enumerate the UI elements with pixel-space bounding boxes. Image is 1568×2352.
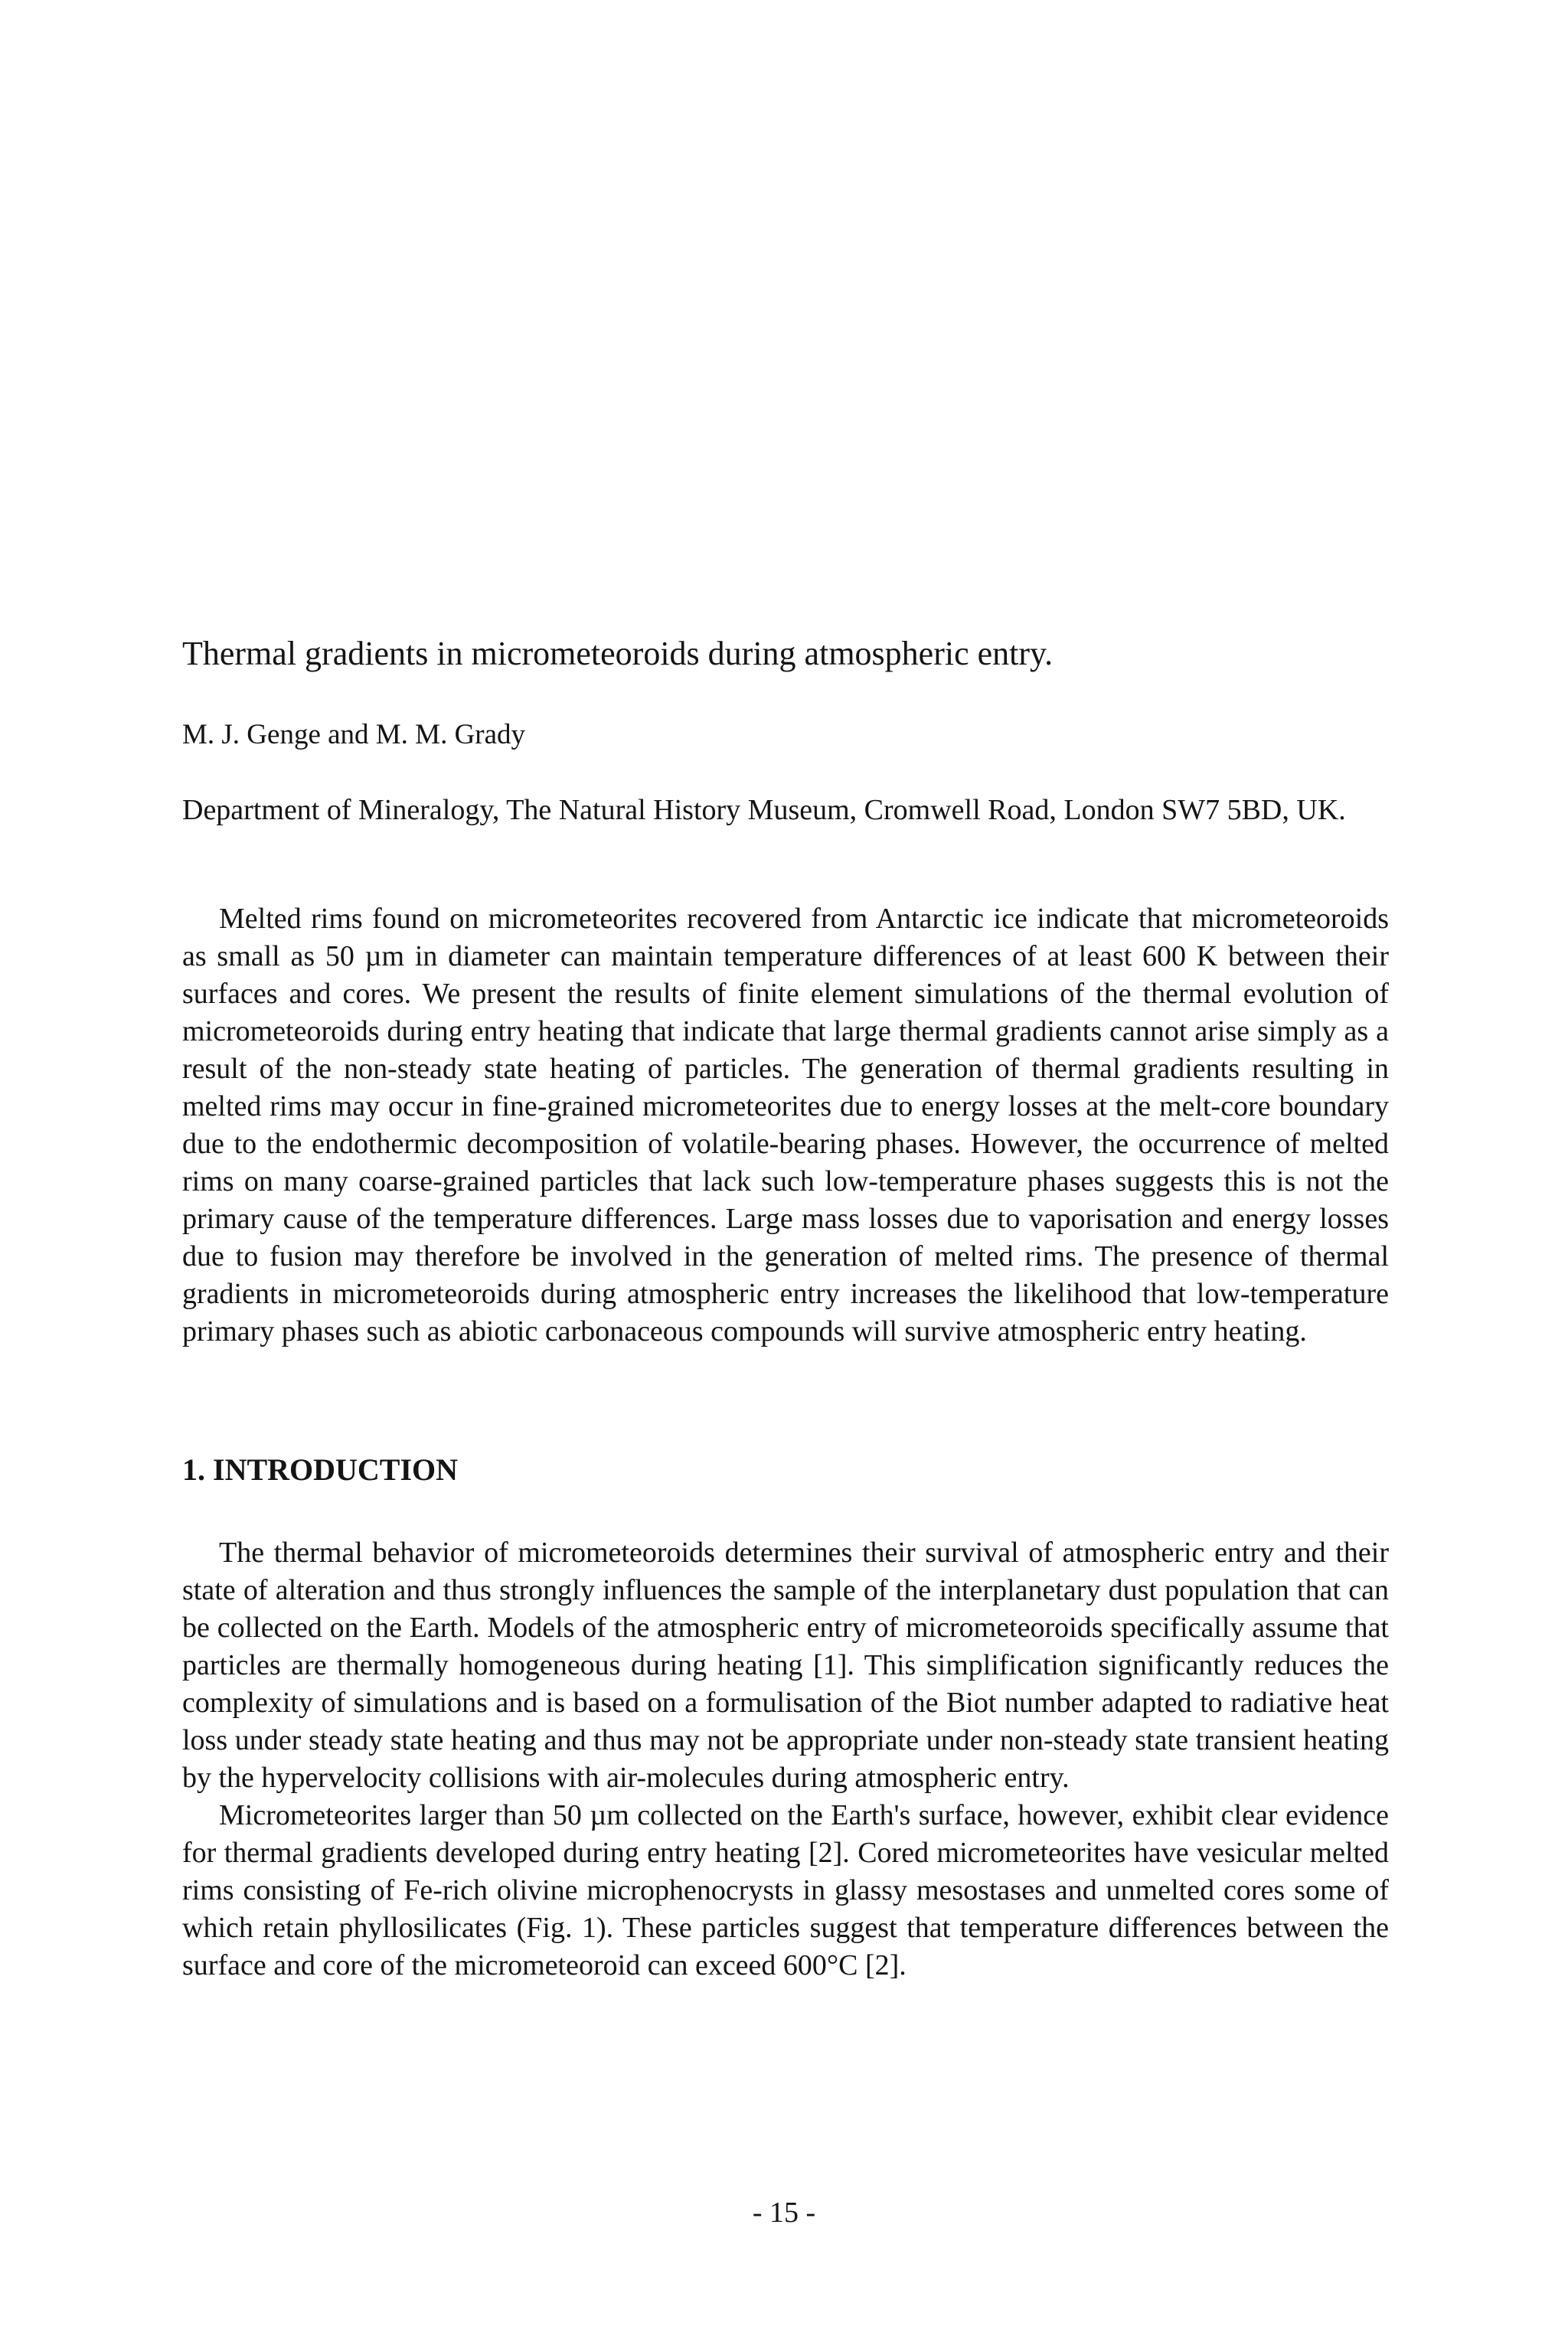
introduction-section bbox=[182, 1534, 1389, 1984]
abstract-paragraph: Melted rims found on micrometeorites recovered from Antarctic ice indicate that micrometeoroids as small as 50 µm in diameter can maintain temperature differences of at least 600 K between their surfaces and cores. We present the results of finite element simulations of the thermal evolution of micrometeoroids during entry heating that indicate that large thermal gradients cannot arise simply as a result of the non-steady state heating of particles. The generation of thermal gradients resulting in melted rims may occur in fine-grained micrometeorites due to energy losses at the melt-core boundary due to the endothermic decomposition of volatile-bearing phases. However, the occurrence of melted rims on many coarse-grained particles that lack such low-temperature phases suggests this is not the primary cause of the temperature differences. Large mass losses due to vaporisation and energy losses due to fusion may therefore be involved in the generation of melted rims. The presence of thermal gradients in micrometeoroids during atmospheric entry increases the likelihood that low-temperature primary phases such as abiotic carbonaceous compounds will survive atmospheric entry heating. bbox=[182, 903, 1389, 1348]
section-heading-introduction: 1. INTRODUCTION bbox=[182, 1452, 459, 1487]
introduction-paragraph-1: The thermal behavior of micrometeoroids determines their survival of atmospheric entry and their state of alteration and thus strongly influences the sample of the interplanetary dust population that can be collected on the Earth. Models of the atmospheric entry of micrometeoroids specifically assume that particles are thermally homogeneous during heating [1]. This simplification significantly reduces the complexity of simulations and is based on a formulisation of the Biot number adapted to radiative heat loss under steady state heating and thus may not be appropriate under non-steady state transient heating by the hypervelocity collisions with air-molecules during atmospheric entry. bbox=[182, 1537, 1389, 1794]
paper-title: Thermal gradients in micrometeoroids during atmospheric entry. bbox=[182, 635, 1054, 672]
page-number: - 15 - bbox=[752, 2197, 816, 2229]
introduction-paragraph-2: Micrometeorites larger than 50 µm collected on the Earth's surface, however, exhibit clear evidence for thermal gradients developed during entry heating [2]. Cored micrometeorites have vesicular melted rims consisting of Fe-rich olivine microphenocrysts in glassy mesostases and unmelted cores some of which retain phyllosilicates (Fig. 1). These particles suggest that temperature differences between the surface and core of the micrometeoroid can exceed 600°C [2]. bbox=[182, 1799, 1389, 1981]
author-affiliation: Department of Mineralogy, The Natural History Museum, Cromwell Road, London SW7 5BD, UK. bbox=[182, 794, 1346, 826]
author-list: M. J. Genge and M. M. Grady bbox=[182, 719, 526, 750]
